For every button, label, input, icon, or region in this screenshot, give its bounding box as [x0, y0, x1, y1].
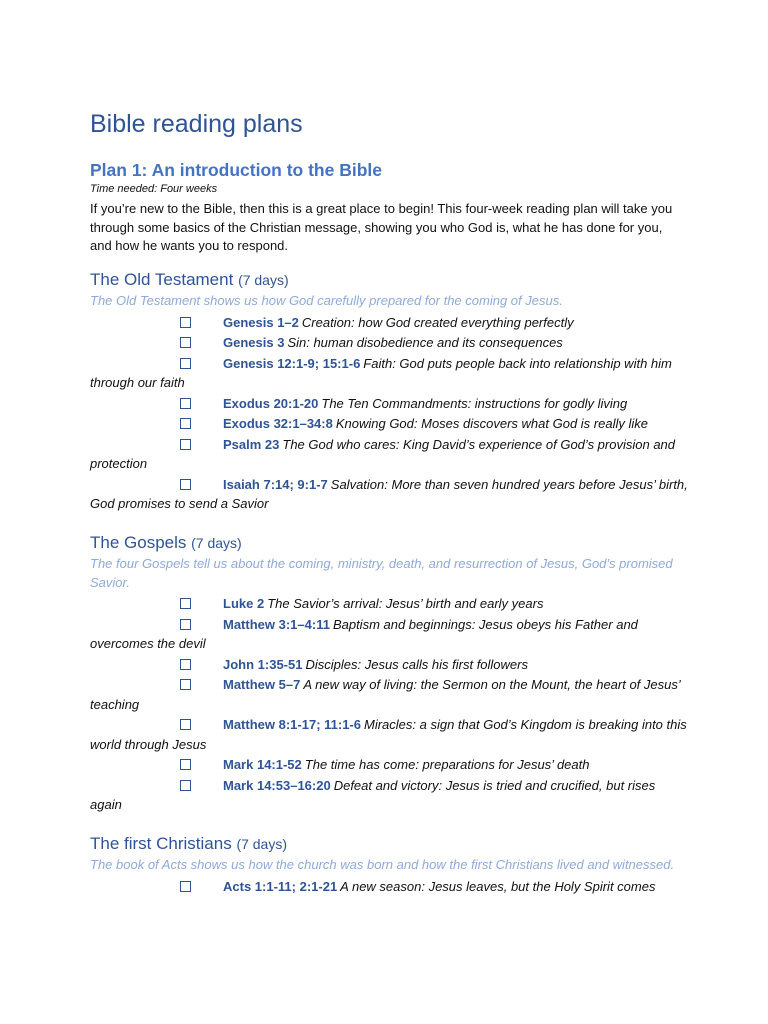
list-item	[90, 594, 690, 614]
section-days: (7 days)	[236, 836, 288, 852]
checkbox-icon[interactable]	[180, 317, 191, 328]
list-item	[90, 354, 690, 393]
reference: Exodus 20:1-20	[223, 395, 319, 411]
section-days: (7 days)	[191, 535, 242, 551]
item-text: The Savior’s arrival: Jesus’ birth and early years	[267, 596, 544, 611]
checkbox-icon[interactable]	[180, 881, 191, 892]
item-text: The time has come: preparations for Jesus’ death	[304, 757, 590, 772]
reference: Genesis 1–2	[223, 314, 299, 330]
plan-heading: Plan 1: An introduction to the Bible	[90, 160, 382, 180]
checkbox-icon[interactable]	[180, 719, 191, 730]
reading-list	[90, 594, 690, 815]
item-text: Salvation: More than seven hundred years before Jesus’ birth, God promises to send a Savior	[90, 476, 688, 511]
section-gospels	[90, 533, 690, 816]
item-text: Faith: God puts people back into relationship with him through our faith	[90, 355, 672, 390]
reference: Luke 2	[223, 596, 265, 611]
reference: Exodus 32:1–34:8	[223, 416, 333, 431]
reference: Genesis 12:1-9; 15:1-6	[223, 355, 361, 371]
item-text: A new way of living: the Sermon on the Mount, the heart of Jesus’ teaching	[90, 677, 681, 712]
list-item	[90, 414, 690, 434]
item-text: The Ten Commandments: instructions for godly living	[321, 395, 628, 411]
section-title	[90, 834, 690, 854]
item-text: A new season: Jesus leaves, but the Holy Spirit comes	[340, 878, 656, 894]
checkbox-icon[interactable]	[180, 439, 191, 450]
list-item	[90, 776, 690, 815]
section-first-christians	[90, 834, 690, 897]
reference: Matthew 3:1–4:11	[223, 616, 330, 632]
item-text: Baptism and beginnings: Jesus obeys his Father and overcomes the devil	[90, 616, 638, 651]
section-title-text: The Old Testament	[90, 270, 234, 289]
item-text: Disciples: Jesus calls his first followers	[305, 656, 528, 672]
section-description: The Old Testament shows us how God carefully prepared for the coming of Jesus.	[90, 293, 563, 308]
checkbox-icon[interactable]	[180, 479, 191, 490]
section-title-text: The Gospels	[90, 533, 187, 552]
reference: Isaiah 7:14; 9:1-7	[223, 476, 328, 492]
checkbox-icon[interactable]	[180, 358, 191, 369]
section-title-text: The first Christians	[90, 834, 232, 853]
reference: Acts 1:1-11; 2:1-21	[223, 878, 338, 894]
checkbox-icon[interactable]	[180, 619, 191, 630]
item-text: The God who cares: King David’s experience of God’s provision and protection	[90, 436, 676, 471]
list-item	[90, 715, 690, 754]
list-item	[90, 333, 690, 353]
reference: Genesis 3	[223, 335, 285, 350]
reference: Mark 14:1-52	[223, 757, 302, 772]
section-title	[90, 270, 690, 290]
checkbox-icon[interactable]	[180, 337, 191, 348]
list-item	[90, 475, 690, 514]
checkbox-icon[interactable]	[180, 418, 191, 429]
section-description: The book of Acts shows us how the church was born and how the first Christians lived and witnessed.	[90, 857, 675, 872]
time-needed: Time needed: Four weeks	[90, 183, 218, 195]
reference: Matthew 8:1-17; 11:1-6	[223, 717, 361, 732]
list-item	[90, 755, 690, 775]
item-text: Sin: human disobedience and its consequences	[287, 335, 563, 350]
checkbox-icon[interactable]	[180, 398, 191, 409]
checkbox-icon[interactable]	[180, 659, 191, 670]
section-days: (7 days)	[238, 272, 289, 288]
reference: John 1:35-51	[223, 656, 303, 672]
list-item	[90, 435, 690, 474]
reference: Mark 14:53–16:20	[223, 777, 331, 793]
section-old-testament	[90, 270, 690, 515]
list-item	[90, 615, 690, 654]
item-text: Knowing God: Moses discovers what God is really like	[335, 416, 648, 431]
item-text: Defeat and victory: Jesus is tried and crucified, but rises again	[90, 777, 656, 812]
list-item	[90, 675, 690, 714]
checkbox-icon[interactable]	[180, 598, 191, 609]
checkbox-icon[interactable]	[180, 759, 191, 770]
reference: Psalm 23	[223, 436, 280, 452]
section-title	[90, 533, 690, 553]
checkbox-icon[interactable]	[180, 780, 191, 791]
list-item	[90, 394, 690, 414]
item-text: Creation: how God created everything perfectly	[301, 314, 574, 330]
list-item	[90, 313, 690, 333]
page-title: Bible reading plans	[90, 110, 303, 138]
section-description: The four Gospels tell us about the coming, ministry, death, and resurrection of Jesus, God’s promised Savior.	[90, 556, 673, 590]
list-item	[90, 877, 690, 897]
reading-list	[90, 877, 690, 897]
checkbox-icon[interactable]	[180, 679, 191, 690]
reference: Matthew 5–7	[223, 677, 301, 692]
plan-intro: If you’re new to the Bible, then this is a great place to begin! This four-week reading plan will take you through some basics of the Christian message, showing you who God is, what he has done for you, and how he wants you to respond.	[90, 201, 673, 253]
item-text: Miracles: a sign that God’s Kingdom is breaking into this world through Jesus	[90, 717, 687, 752]
list-item	[90, 655, 690, 675]
reading-list	[90, 313, 690, 514]
